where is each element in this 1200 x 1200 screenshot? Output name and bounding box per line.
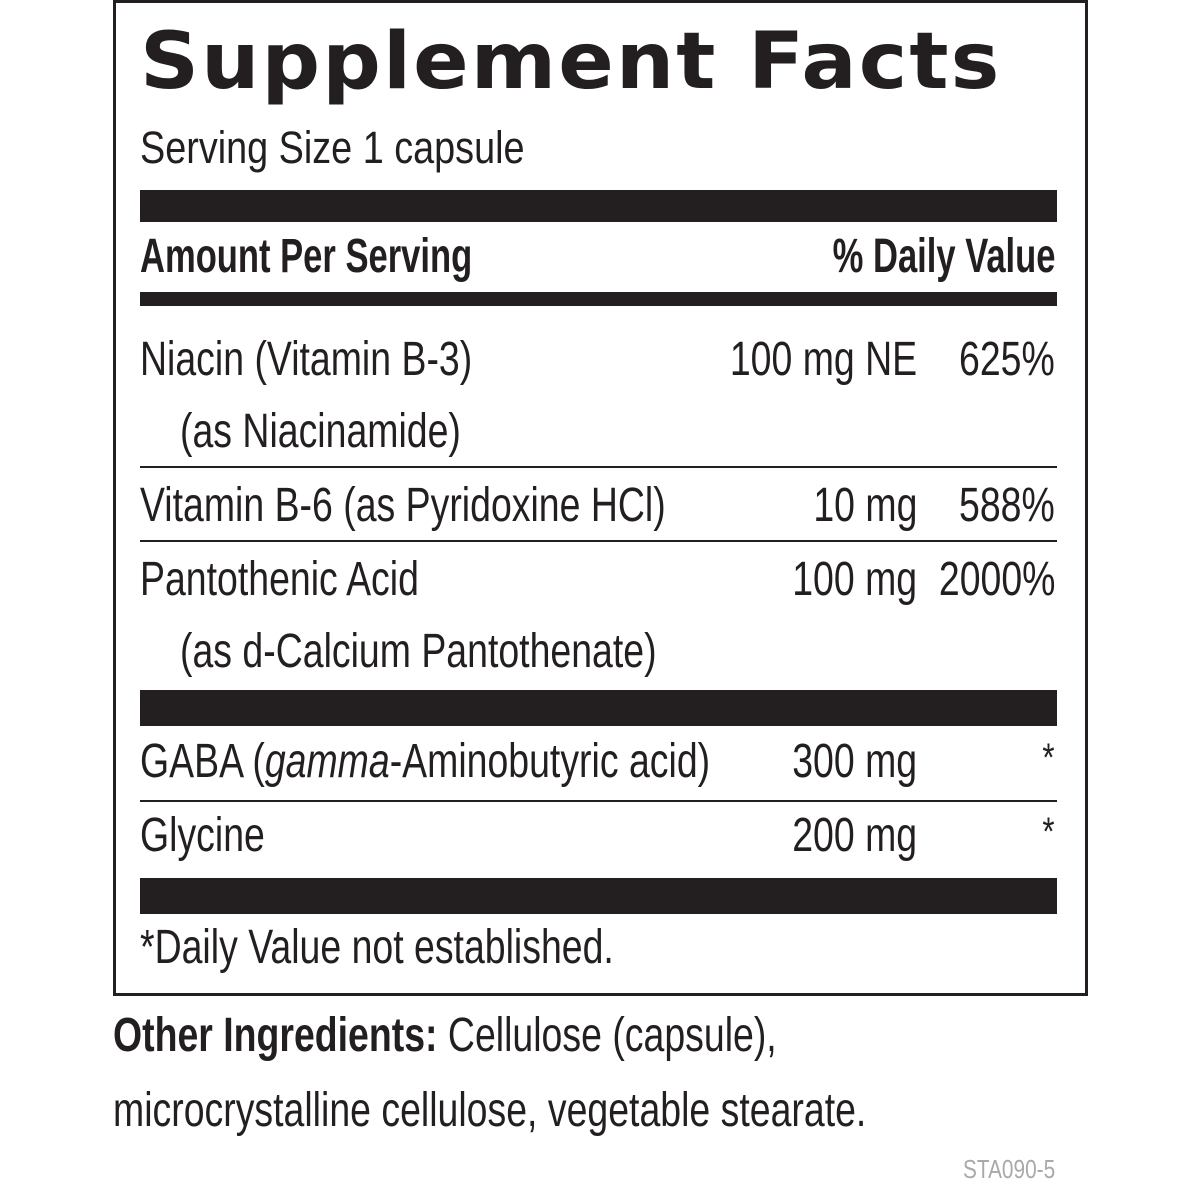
other-ingredients-line-2: microcrystalline cellulose, vegetable stearate.	[113, 1084, 867, 1137]
nutrient-amount: 200 mg	[792, 809, 917, 862]
row-divider	[140, 800, 1057, 802]
daily-value-header: % Daily Value	[832, 230, 1055, 283]
nutrient-amount: 100 mg NE	[729, 333, 917, 386]
nutrient-daily-value: 2000%	[938, 553, 1055, 606]
nutrient-name: Pantothenic Acid	[140, 553, 419, 606]
thick-divider	[140, 690, 1057, 726]
nutrient-amount: 100 mg	[792, 553, 917, 606]
panel-title: Supplement Facts	[140, 17, 1002, 107]
nutrient-amount: 10 mg	[812, 479, 917, 532]
daily-value-asterisk: *	[1042, 736, 1055, 780]
nutrient-name: Glycine	[140, 809, 265, 862]
row-divider	[140, 466, 1057, 468]
other-ingredients-label: Other Ingredients:	[113, 1009, 438, 1062]
nutrient-amount: 300 mg	[792, 735, 917, 788]
row-divider	[140, 540, 1057, 542]
nutrient-daily-value: 588%	[959, 479, 1055, 532]
nutrient-name: Niacin (Vitamin B-3)	[140, 333, 473, 386]
nutrient-source: (as d-Calcium Pantothenate)	[180, 625, 657, 678]
nutrient-daily-value: 625%	[959, 333, 1055, 386]
product-code: STA090-5	[962, 1154, 1055, 1184]
amount-per-serving-header: Amount Per Serving	[140, 230, 473, 283]
nutrient-name-part: GABA (	[140, 735, 265, 788]
medium-divider	[140, 292, 1057, 306]
other-ingredients-text: Cellulose (capsule),	[447, 1009, 777, 1062]
other-ingredients-line-1	[113, 1005, 777, 1067]
footnote: *Daily Value not established.	[140, 921, 614, 974]
serving-size: Serving Size 1 capsule	[140, 122, 525, 173]
daily-value-asterisk: *	[1042, 810, 1055, 854]
thick-divider	[140, 878, 1057, 914]
nutrient-source: (as Niacinamide)	[180, 405, 461, 458]
nutrient-name-italic: gamma	[264, 735, 390, 788]
thick-divider	[140, 190, 1057, 222]
nutrient-name: Vitamin B-6 (as Pyridoxine HCl)	[140, 479, 666, 532]
nutrient-name-part: -Aminobutyric acid)	[389, 735, 711, 788]
nutrient-name	[140, 732, 710, 792]
